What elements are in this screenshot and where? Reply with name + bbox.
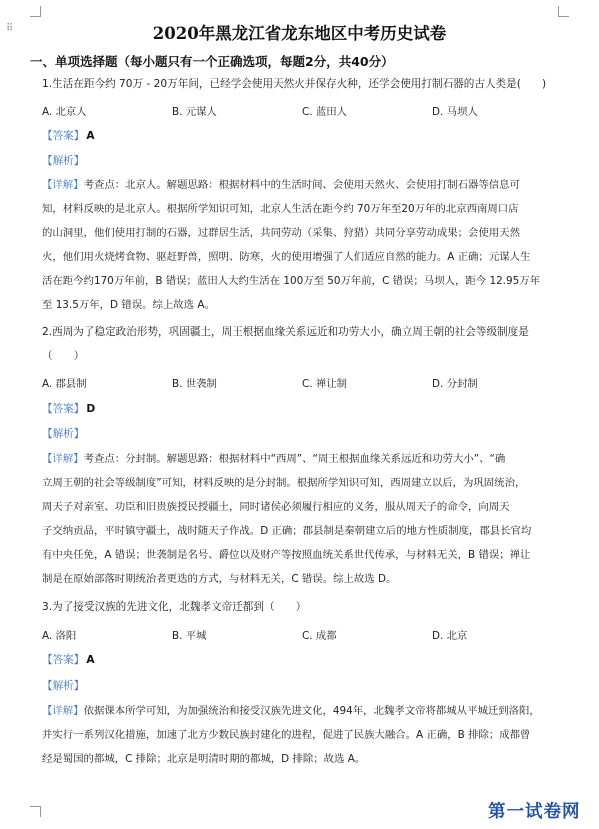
option-b: B. 世袭制 bbox=[172, 378, 217, 390]
detail-line: 火，他们用火烧烤食物、驱赶野兽，照明、防寒，火的使用增强了人们适应自然的能力。A 正确；元谋人生 bbox=[42, 251, 531, 263]
detail-line: 活在距今约170万年前，B 错误；蓝田人大约生活在 100万至 50万年前，C 错误；马坝人，距今 12.95万年 bbox=[42, 275, 540, 287]
answer-value: A bbox=[86, 654, 95, 666]
option-d: D. 北京 bbox=[432, 630, 468, 642]
question-stem: 3.为了接受汉族的先进文化，北魏孝文帝迁都到（ ） bbox=[42, 601, 307, 613]
answer-line bbox=[42, 652, 95, 667]
answer-label: 【答案】 bbox=[42, 403, 85, 415]
option-a: A. 洛阳 bbox=[42, 630, 77, 642]
page-corner-mark bbox=[558, 6, 569, 17]
detail-label: 【详解】 bbox=[42, 453, 84, 465]
option-a: A. 北京人 bbox=[42, 106, 87, 118]
option-c: C. 成都 bbox=[302, 630, 337, 642]
detail-line: 知，材料反映的是北京人。根据所学知识可知，北京人生活在距今约 70万年至20万年的北京西南周口店 bbox=[42, 203, 519, 215]
detail-line: 【详解】考查点：分封制。解题思路：根据材料中“西周”、“周王根据血缘关系远近和功劳大小”、“确 bbox=[42, 453, 506, 465]
detail-label: 【详解】 bbox=[42, 179, 84, 191]
answer-value: A bbox=[86, 130, 95, 142]
detail-line: 【详解】依据课本所学可知，为加强统治和接受汉族先进文化，494年，北魏孝文帝将都城从平城迁到洛阳， bbox=[42, 705, 540, 717]
option-b: B. 元谋人 bbox=[172, 106, 217, 118]
page-corner-mark bbox=[30, 806, 41, 817]
question-stem: 1.生活在距今约 70万 - 20万年间，已经学会使用天然火并保存火种，还学会使用打制石器的古人类是( ) bbox=[42, 78, 547, 90]
answer-label: 【答案】 bbox=[42, 654, 85, 666]
detail-line: 经是蜀国的都城，C 排除；北京是明清时期的都城，D 排除；故选 A。 bbox=[42, 753, 366, 765]
detail-line: 【详解】考查点：北京人。解题思路：根据材料中的生活时间、会使用天然火、会使用打制石器等信息可 bbox=[42, 179, 520, 191]
question-stem: 2.西周为了稳定政治形势，巩固疆土，周王根据血缘关系远近和功劳大小，确立周王朝的社会等级制度是 bbox=[42, 326, 529, 338]
answer-line bbox=[42, 128, 95, 143]
detail-line: 子交纳贡品，平时镇守疆土，战时随天子作战。D 正确；郡县制是秦朝建立后的地方性质制度，郡县长官均 bbox=[42, 525, 532, 537]
detail-line: 立周王朝的社会等级制度”可知，材料反映的是分封制。根据所学知识可知，西周建立以后，为巩固统治， bbox=[42, 477, 526, 489]
detail-line: 周天子对亲室、功臣和旧贵族授民授疆土，同时诸侯必须履行相应的义务，服从周天子的命令，向周天 bbox=[42, 501, 510, 513]
detail-line: 至 13.5万年，D 错误。综上故选 A。 bbox=[42, 299, 215, 311]
answer-label: 【答案】 bbox=[42, 130, 85, 142]
drag-handle-icon[interactable]: ⠿ bbox=[6, 23, 15, 34]
analysis-label: 【解析】 bbox=[42, 680, 85, 692]
detail-line: 有中央任免，A 错误；世袭制是名号、爵位以及财产等按照血统关系世代传承，与材料无关，B 错误；禅让 bbox=[42, 549, 531, 561]
detail-label: 【详解】 bbox=[42, 705, 84, 717]
option-d: D. 马坝人 bbox=[432, 106, 478, 118]
option-d: D. 分封制 bbox=[432, 378, 478, 390]
option-c: C. 禅让制 bbox=[302, 378, 348, 390]
option-b: B. 平城 bbox=[172, 630, 207, 642]
detail-line: 的山洞里，他们使用打制的石器，过群居生活，共同劳动（采集、狩猎）共同分享劳动成果；会使用天然 bbox=[42, 227, 520, 239]
analysis-label: 【解析】 bbox=[42, 155, 85, 167]
section-heading: 一、单项选择题（每小题只有一个正确选项，每题2分，共40分） bbox=[30, 54, 394, 69]
analysis-label: 【解析】 bbox=[42, 428, 85, 440]
site-watermark-logo: 第一试卷网 bbox=[488, 802, 581, 822]
option-c: C. 蓝田人 bbox=[302, 106, 348, 118]
detail-line: 并实行一系列汉化措施，加速了北方少数民族封建化的进程，促进了民族大融合。A 正确，B 排除；成都曾 bbox=[42, 729, 531, 741]
document-title: 2020年黑龙江省龙东地区中考历史试卷 bbox=[152, 24, 447, 43]
answer-value: D bbox=[86, 403, 96, 415]
page-corner-mark bbox=[30, 6, 41, 17]
question-stem: （ ） bbox=[42, 350, 85, 362]
detail-line: 制是在原始部落时期统治者更迭的方式，与材料无关，C 错误。综上故选 D。 bbox=[42, 573, 397, 585]
option-a: A. 郡县制 bbox=[42, 378, 87, 390]
answer-line bbox=[42, 401, 95, 416]
